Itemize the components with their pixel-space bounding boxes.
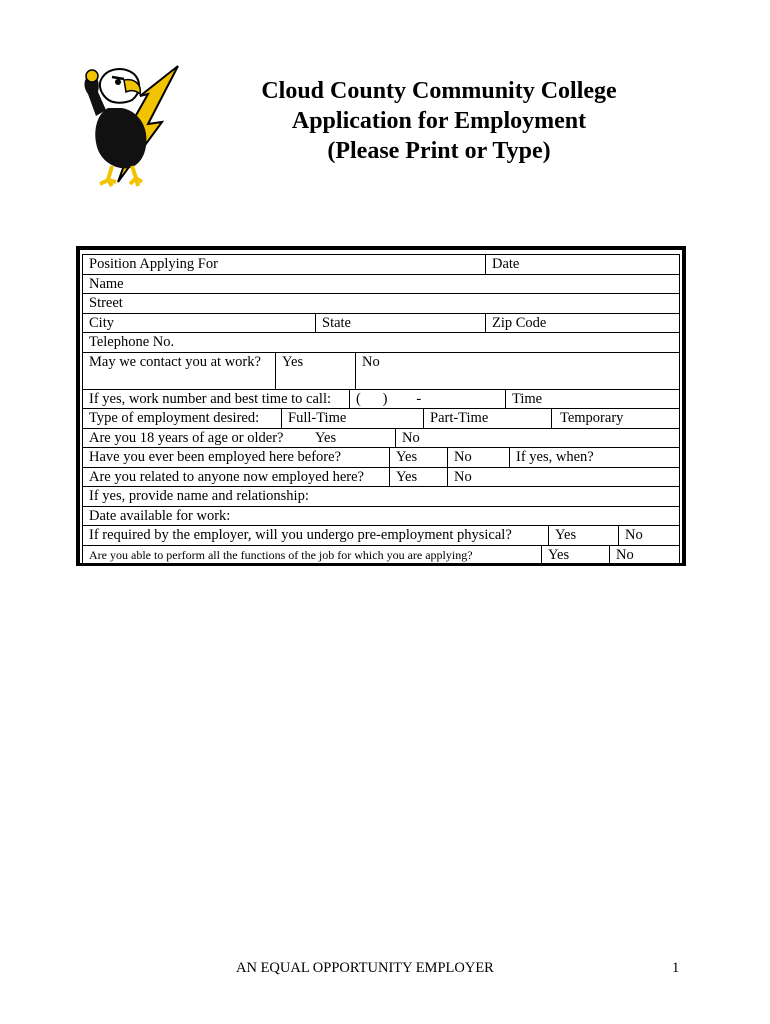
employment-type-label: Type of employment desired:	[89, 410, 260, 426]
form-row-contact	[83, 353, 679, 390]
physical-yes-label: Yes	[555, 527, 577, 543]
zip-field[interactable]	[485, 314, 679, 333]
position-field[interactable]	[83, 255, 485, 274]
footer-text: AN EQUAL OPPORTUNITY EMPLOYER	[236, 960, 494, 976]
employed-before-yes-label: Yes	[396, 449, 418, 465]
related-no-option[interactable]	[447, 468, 509, 487]
form-row-related	[83, 468, 679, 488]
form-row-employed-before	[83, 448, 679, 468]
contact-label: May we contact you at work?	[89, 353, 261, 370]
name-field[interactable]	[83, 275, 679, 294]
form-row-physical	[83, 526, 679, 546]
title-line-2: Application for Employment	[291, 108, 587, 134]
telephone-label: Telephone No.	[89, 334, 175, 350]
contact-yes-option[interactable]	[275, 353, 355, 389]
city-label: City	[89, 314, 114, 331]
form-row-city	[83, 314, 679, 334]
form-row-position	[83, 255, 679, 275]
form-row-name	[83, 275, 679, 295]
form-row-functions	[83, 546, 679, 566]
name-label: Name	[89, 275, 124, 292]
form-row-work-number	[83, 390, 679, 410]
employed-before-when-label: If yes, when?	[516, 449, 594, 465]
employment-type-question	[83, 409, 281, 428]
eagle-lightning-mascot-icon	[78, 64, 186, 188]
city-field[interactable]	[83, 314, 315, 333]
related-question	[83, 468, 389, 487]
related-yes-label: Yes	[396, 468, 418, 485]
form-row-age	[83, 429, 679, 449]
zip-label: Zip Code	[492, 314, 547, 331]
functions-yes-label: Yes	[548, 546, 570, 563]
form-row-telephone	[83, 333, 679, 353]
time-field[interactable]	[505, 390, 679, 409]
related-blank	[509, 468, 679, 487]
title-line-3: (Please Print or Type)	[327, 138, 551, 164]
age-label: Are you 18 years of age or older?	[89, 429, 284, 446]
physical-no-option[interactable]	[618, 526, 679, 545]
state-label: State	[322, 314, 351, 331]
functions-label: Are you able to perform all the functions of the job for which you are applying?	[89, 547, 473, 562]
employed-before-no-label: No	[454, 449, 472, 465]
title-line-1: Cloud County Community College	[261, 78, 617, 104]
date-label: Date	[492, 256, 520, 272]
part-time-option[interactable]	[423, 409, 551, 428]
temporary-option[interactable]	[551, 409, 679, 428]
physical-label: If required by the employer, will you undergo pre-employment physical?	[89, 527, 512, 543]
work-number-label: If yes, work number and best time to call:	[89, 390, 332, 407]
form-row-employment-type	[83, 409, 679, 429]
work-number-question	[83, 390, 349, 409]
employment-application-form	[82, 254, 680, 566]
available-field[interactable]	[83, 507, 679, 526]
related-no-label: No	[454, 468, 472, 485]
temporary-label: Temporary	[560, 410, 624, 426]
related-yes-option[interactable]	[389, 468, 447, 487]
state-field[interactable]	[315, 314, 485, 333]
functions-question	[83, 546, 541, 566]
age-yes-option[interactable]	[309, 429, 395, 448]
contact-no-option[interactable]	[355, 353, 679, 389]
full-time-label: Full-Time	[288, 410, 347, 426]
employed-before-when-field[interactable]	[509, 448, 679, 467]
age-yes-label: Yes	[315, 429, 337, 446]
relationship-label: If yes, provide name and relationship:	[89, 488, 309, 504]
work-number-format: ( ) -	[356, 390, 422, 407]
date-field[interactable]	[485, 255, 679, 274]
part-time-label: Part-Time	[430, 410, 489, 426]
functions-yes-option[interactable]	[541, 546, 609, 566]
age-no-label: No	[402, 429, 420, 446]
physical-question	[83, 526, 548, 545]
age-no-option[interactable]	[395, 429, 679, 448]
page-number: 1	[672, 960, 680, 976]
employed-before-question	[83, 448, 389, 467]
street-field[interactable]	[83, 294, 679, 313]
employed-before-label: Have you ever been employed here before?	[89, 449, 342, 465]
page-title	[200, 76, 678, 166]
full-time-option[interactable]	[281, 409, 423, 428]
street-label: Street	[89, 295, 123, 311]
physical-no-label: No	[625, 527, 643, 543]
form-row-street	[83, 294, 679, 314]
contact-question	[83, 353, 275, 389]
contact-yes-label: Yes	[282, 353, 304, 370]
functions-no-option[interactable]	[609, 546, 679, 566]
form-row-available	[83, 507, 679, 527]
time-label: Time	[512, 390, 543, 407]
position-label: Position Applying For	[89, 256, 218, 272]
telephone-field[interactable]	[83, 333, 679, 352]
relationship-field[interactable]	[83, 487, 679, 506]
physical-yes-option[interactable]	[548, 526, 618, 545]
available-label: Date available for work:	[89, 507, 231, 524]
employed-before-yes-option[interactable]	[389, 448, 447, 467]
form-row-relationship	[83, 487, 679, 507]
age-question	[83, 429, 309, 448]
contact-no-label: No	[362, 353, 380, 370]
related-label: Are you related to anyone now employed here?	[89, 468, 364, 485]
functions-no-label: No	[616, 546, 634, 563]
employed-before-no-option[interactable]	[447, 448, 509, 467]
work-number-field[interactable]	[349, 390, 505, 409]
